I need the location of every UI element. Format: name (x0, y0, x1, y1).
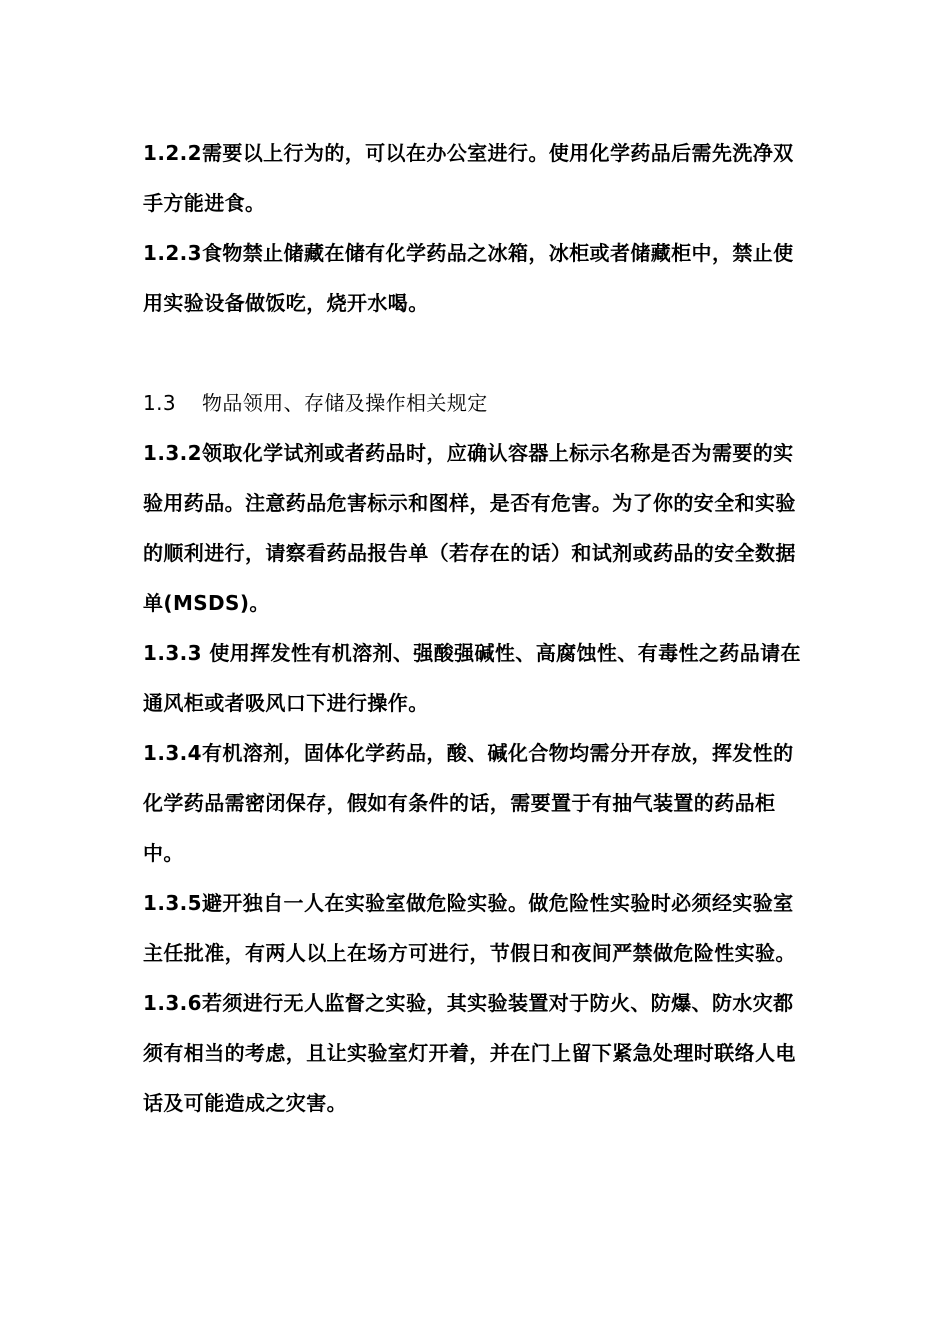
paragraph-1-3-3: 1.3.3 使用挥发性有机溶剂、强酸强碱性、高腐蚀性、有毒性之药品请在通风柜或者吸风口下进行操作。 (143, 641, 801, 715)
paragraph-1-3-5: 1.3.5避开独自一人在实验室做危险实验。做危险性实验时必须经实验室主任批准，有两人以上在场方可进行，节假日和夜间严禁做危险性实验。 (143, 891, 796, 965)
paragraph-1-3-2: 1.3.2领取化学试剂或者药品时，应确认容器上标示名称是否为需要的实验用药品。注意药品危害标示和图样，是否有危害。为了你的安全和实验的顺利进行，请察看药品报告单（若存在的话）和试剂或药品的安全数据单(MSDS)。 (143, 441, 796, 615)
paragraph-1-2-3: 1.2.3食物禁止储藏在储有化学药品之冰箱，冰柜或者储藏柜中，禁止使用实验设备做饭吃，烧开水喝。 (143, 241, 794, 315)
paragraph-1-3-4: 1.3.4有机溶剂，固体化学药品，酸、碱化合物均需分开存放，挥发性的化学药品需密闭保存，假如有条件的话，需要置于有抽气装置的药品柜中。 (143, 741, 794, 865)
section-title: 物品领用、存储及操作相关规定 (202, 391, 488, 415)
paragraph-1-2-2: 1.2.2需要以上行为的，可以在办公室进行。使用化学药品后需先洗净双手方能进食。 (143, 141, 794, 215)
section-number: 1.3 (143, 391, 177, 415)
section-heading-1-3 (143, 378, 811, 428)
paragraph-1-3-6: 1.3.6若须进行无人监督之实验，其实验装置对于防火、防爆、防水灾都须有相当的考虑，且让实验室灯开着，并在门上留下紧急处理时联络人电话及可能造成之灾害。 (143, 991, 796, 1115)
document-body (143, 128, 811, 1128)
blank-line (143, 328, 811, 378)
